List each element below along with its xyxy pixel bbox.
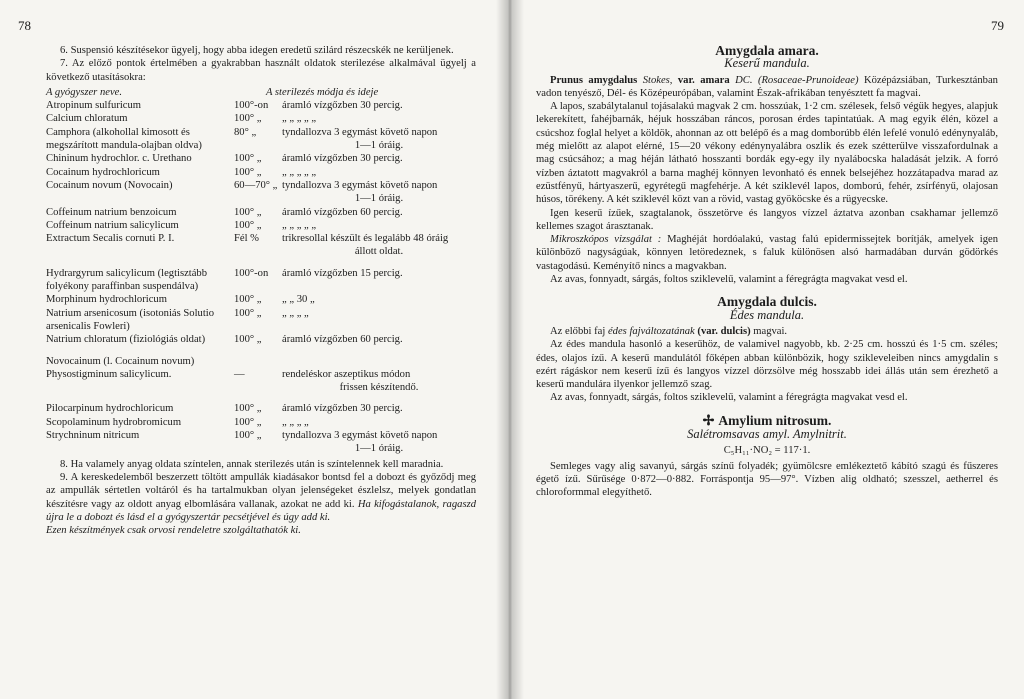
temperature: 100° „ (234, 113, 262, 125)
amylium-description-paragraph: Semleges vagy alig savanyú, sárgás színű folyadék; gyümölcsre emlékeztető kábító szagú és fűszeres égető ízű. Sűrűsége 0·872—0·882. Forráspontja 95—97°. Vízben alig oldható; szesszel, aetherrel és chloroformmal elegyíthető. (536, 460, 998, 499)
drug-name: Strychninum nitricum (46, 430, 140, 442)
temperature: — (234, 368, 245, 380)
method-text: „ „ „ „ (282, 416, 309, 428)
method (282, 416, 476, 429)
temperature (234, 355, 282, 368)
temperature: 100° „ (234, 294, 262, 306)
section-subtitle-amygdala-amara: Keserű mandula. (724, 56, 810, 71)
method (282, 126, 476, 153)
method-text: „ „ 30 „ (282, 294, 315, 306)
left-page (0, 0, 508, 699)
method-text: tyndallozva 3 egymást követő napon (282, 126, 438, 138)
temperature: 100° „ (234, 153, 262, 165)
method (282, 333, 476, 346)
section-title-amygdala-amara: Amygdala amara. (715, 43, 819, 58)
drug-name: Natrium chloratum (fiziológiás oldat) (46, 334, 206, 346)
section-subtitle-amygdala-dulcis: Édes mandula. (729, 307, 805, 322)
drug-name: Physostigminum salicylicum. (46, 368, 172, 380)
table-row (46, 99, 476, 112)
table-row (46, 112, 476, 125)
temperature: 100° „ (234, 403, 262, 415)
drug-name: Cocainum hydrochloricum (46, 166, 160, 178)
paragraph-8: 8. Ha valamely anyag oldata színtelen, annak sterilezés után is színtelennek kell maradnia. (60, 458, 444, 470)
right-page (508, 0, 1024, 699)
paragraph-6: 6. Suspensió készítésekor ügyelj, hogy abba idegen eredetű szilárd részecskék ne kerüljenek. (60, 45, 454, 56)
method (282, 219, 476, 232)
method-text: áramló vízgőzben 30 percig. (282, 100, 403, 112)
method (282, 206, 476, 219)
method-text: „ „ „ „ „ (282, 113, 317, 125)
method-continuation: 1—1 óráig. (354, 193, 404, 205)
drug-name: Coffeinum natrium salicylicum (46, 219, 179, 231)
drug-name: Natrium arsenicosum (isotoniás Solutio arsenicalis Fowleri) (46, 307, 215, 332)
section-title-amygdala-dulcis: Amygdala dulcis. (717, 294, 817, 310)
amara-microscopy-paragraph: Mikroszkópos vizsgálat : Maghéját hordóalakú, vastag falú epidermissejtek borítják, amelyek igen különböző nagyságúak, könnyen letöredeznek, s faluk különösen alsó harmadában durván gödörkés vastagodású. Keményítő nincs a magvakban. (536, 234, 998, 272)
section-subtitle-amylium-nitrosum: Salétromsavas amyl. Amylnitrit. (687, 427, 847, 442)
temperature: 100° „ (234, 430, 262, 442)
method-text: „ „ „ „ „ (282, 219, 317, 231)
cross-icon: ✢ (702, 413, 715, 429)
temperature: 100°-on (234, 100, 269, 112)
table-row (46, 355, 476, 368)
temperature: Fél % (234, 233, 260, 245)
method-text: áramló vízgőzben 30 percig. (282, 403, 403, 415)
drug-name: Morphinum hydrochloricum (46, 294, 167, 306)
method-text: áramló vízgőzben 60 percig. (282, 206, 403, 218)
method (282, 267, 476, 294)
method (282, 293, 476, 306)
drug-name: Extractum Secalis cornuti P. I. (46, 233, 175, 245)
method-continuation: 1—1 óráig. (354, 140, 404, 152)
drug-name: Coffeinum natrium benzoicum (46, 206, 177, 218)
paragraph-7: 7. Az előző pontok értelmében a gyakrabban használt oldatok sterilezése alkalmával ügyelj a következő utasításokra: (46, 58, 476, 83)
method-text: trikresollal készült és legalább 48 óráig (282, 233, 449, 245)
temperature: 100°-on (234, 267, 269, 279)
dulcis-description-paragraph: Az édes mandula hasonló a keserűhöz, de valamivel nagyobb, kb. 2·25 cm. hosszú és 1·5 cm. széles; édes, olajos ízű. A keserű mandulától főképen abban különbözik, hogy szikleveleiben nincs amygdalin s ezért rágáskor nem keserű ízű és langyos vízzel dörzsölve még hosszabb idei állás után sem érezhető a keserű mandulára ilyenkor jellemző szag. (536, 339, 998, 391)
amara-reject-paragraph: Az avas, fonnyadt, sárgás, foltos sziklevelű, valamint a féregrágta magvakat vesd el. (550, 274, 908, 286)
method-text: áramló vízgőzben 60 percig. (282, 334, 403, 346)
amara-description-paragraph: A lapos, szabálytalanul tojásalakú magvak 2 cm. hosszúak, 1·2 cm. szélesek, felső végük hegyes, alapjuk lekerekített, fahéjbarnák, héjuk hosszában ráncos, porosan érdes tapintatúak. A mag egyik élén, közel a csúcshoz foglal helyet a köldök, ahonnan az ott belépő és a mag domborúbb élén lefelé vonuló edénynyaláb, még mielőtt az alapot elérné, 15—20 vékony edénynyalábra oszlik és ezek szétterülve visszafordulnak a mag csúcsához; a mag héján látható hosszanti bordák egy-egy ily nyalábocska haladását jelzik. A forró vízben áztatott magvakról a barna maghéj könnyen levonható és ennek belsejéhez hozzátapadva marad az ezüstfényű, hártyaszerű, egyrétegű magfehérje. A két sziklevél lapos, domború, fehér, zsírfényű, olajosan húsos, törékeny. A két sziklevél közt van a rövid, vastag gyököcske és a rügyecske. (536, 101, 998, 206)
method (282, 112, 476, 125)
amara-origin-paragraph: Prunus amygdalus Stokes, var. amara DC. (Rosaceae-Prunoideae) Középázsiában, Turkesztánban vadon tenyésző, Dél- és Középeurópában, valamint Észak-afrikában tenyésztett fa magvai. (536, 74, 998, 99)
dulcis-origin-paragraph: Az előbbi faj édes fajváltozatának (var. dulcis) magvai. (550, 325, 788, 337)
method-text: tyndallozva 3 egymást követő napon (282, 179, 438, 191)
method-text: tyndallozva 3 egymást követő napon (282, 430, 438, 442)
temperature: 80° „ (234, 126, 257, 138)
method (282, 355, 476, 368)
drug-name: Chininum hydrochlor. c. Urethano (46, 153, 192, 165)
method-continuation: 1—1 óráig. (354, 443, 404, 455)
paragraph-9-b: Ha kifogástalanok, ragaszd újra le a dobozt és lásd el a gyógyszertár pecsétjével és úgy add ki. (46, 498, 476, 523)
temperature: 100° „ (234, 206, 262, 218)
temperature: 60—70° „ (234, 179, 278, 191)
drug-name: Camphora (alkohollal kimosott és megszárított mandula-olajban oldva) (46, 126, 202, 152)
amara-taste-paragraph: Igen keserű ízűek, szagtalanok, összetörve és langyos vízzel áztatva azonban csakhamar jellemző kellemes szagot árasztanak. (536, 207, 998, 232)
method-continuation: állott oldat. (354, 246, 404, 258)
method (282, 99, 476, 112)
table-row (46, 307, 476, 334)
drug-name: Cocainum novum (Novocain) (46, 179, 173, 191)
method (282, 152, 476, 165)
sterilization-table (46, 99, 476, 455)
drug-name: Atropinum sulfuricum (46, 100, 142, 112)
drug-name: Pilocarpinum hydrochloricum (46, 403, 174, 415)
method-text: áramló vízgőzben 15 percig. (282, 267, 403, 279)
temperature: 100° „ (234, 219, 262, 231)
temperature: 100° „ (234, 334, 262, 346)
table-row (46, 402, 476, 415)
temperature: 100° „ (234, 307, 262, 319)
table-row (46, 219, 476, 232)
page-number-left: 78 (18, 18, 31, 33)
right-page-content (536, 44, 998, 500)
method (282, 166, 476, 179)
table-row (46, 152, 476, 165)
table-row (46, 429, 476, 456)
header-method: A sterilezés módja és ideje (266, 86, 379, 98)
method-text: rendeléskor aszeptikus módon (282, 368, 411, 380)
table-row (46, 333, 476, 346)
paragraph-9 (46, 471, 476, 524)
drug-name: Hydrargyrum salicylicum (legtisztább folyékony paraffinban suspendálva) (46, 267, 208, 293)
table-row (46, 166, 476, 179)
temperature: 100° „ (234, 416, 262, 428)
table-row (46, 368, 476, 395)
sterilization-table-header (46, 86, 476, 99)
method-text: áramló vízgőzben 30 percig. (282, 153, 403, 165)
dulcis-reject-paragraph: Az avas, fonnyadt, sárgás, foltos sziklevelű, valamint a féregrágta magvakat vesd el. (550, 392, 908, 404)
method-text: „ „ „ „ (282, 307, 309, 319)
method-continuation: frissen készítendő. (339, 382, 419, 394)
chemical-formula: C₅H₁₁·NO₂ = 117·1. (723, 445, 811, 457)
table-row (46, 267, 476, 294)
book-gutter (496, 0, 524, 699)
table-row (46, 293, 476, 306)
table-row (46, 179, 476, 206)
method (282, 307, 476, 334)
closing-note: Ezen készítmények csak orvosi rendeletre szolgáltathatók ki. (46, 525, 301, 537)
table-row (46, 126, 476, 153)
method (282, 402, 476, 415)
method-text: „ „ „ „ „ (282, 166, 317, 178)
method (282, 179, 476, 206)
drug-name: Calcium chloratum (46, 113, 128, 125)
method (282, 368, 476, 395)
temperature: 100° „ (234, 166, 262, 178)
section-title-amylium-nitrosum: ✢ Amylium nitrosum. (702, 412, 832, 429)
left-page-content (46, 44, 476, 537)
paragraph-9-a: 9. A kereskedelemből beszerzett töltött ampullák kiadásakor bontsd fel a dobozt és győződj meg az ampullák sértetlen voltáról és ha tartalmukban olyan jelenségeket észlelsz, melyek gondatlan készítésre vagy az oldott anyag elbomlására vallanak, azokat ne add ki. (46, 471, 476, 510)
table-row (46, 206, 476, 219)
page-number-right: 79 (991, 18, 1004, 33)
drug-name: Novocainum (l. Cocainum novum) (46, 355, 195, 367)
drug-name: Scopolaminum hydrobromicum (46, 416, 182, 428)
table-row (46, 416, 476, 429)
header-drug-name: A gyógyszer neve. (46, 86, 122, 98)
table-row (46, 232, 476, 259)
method (282, 232, 476, 259)
method (282, 429, 476, 456)
